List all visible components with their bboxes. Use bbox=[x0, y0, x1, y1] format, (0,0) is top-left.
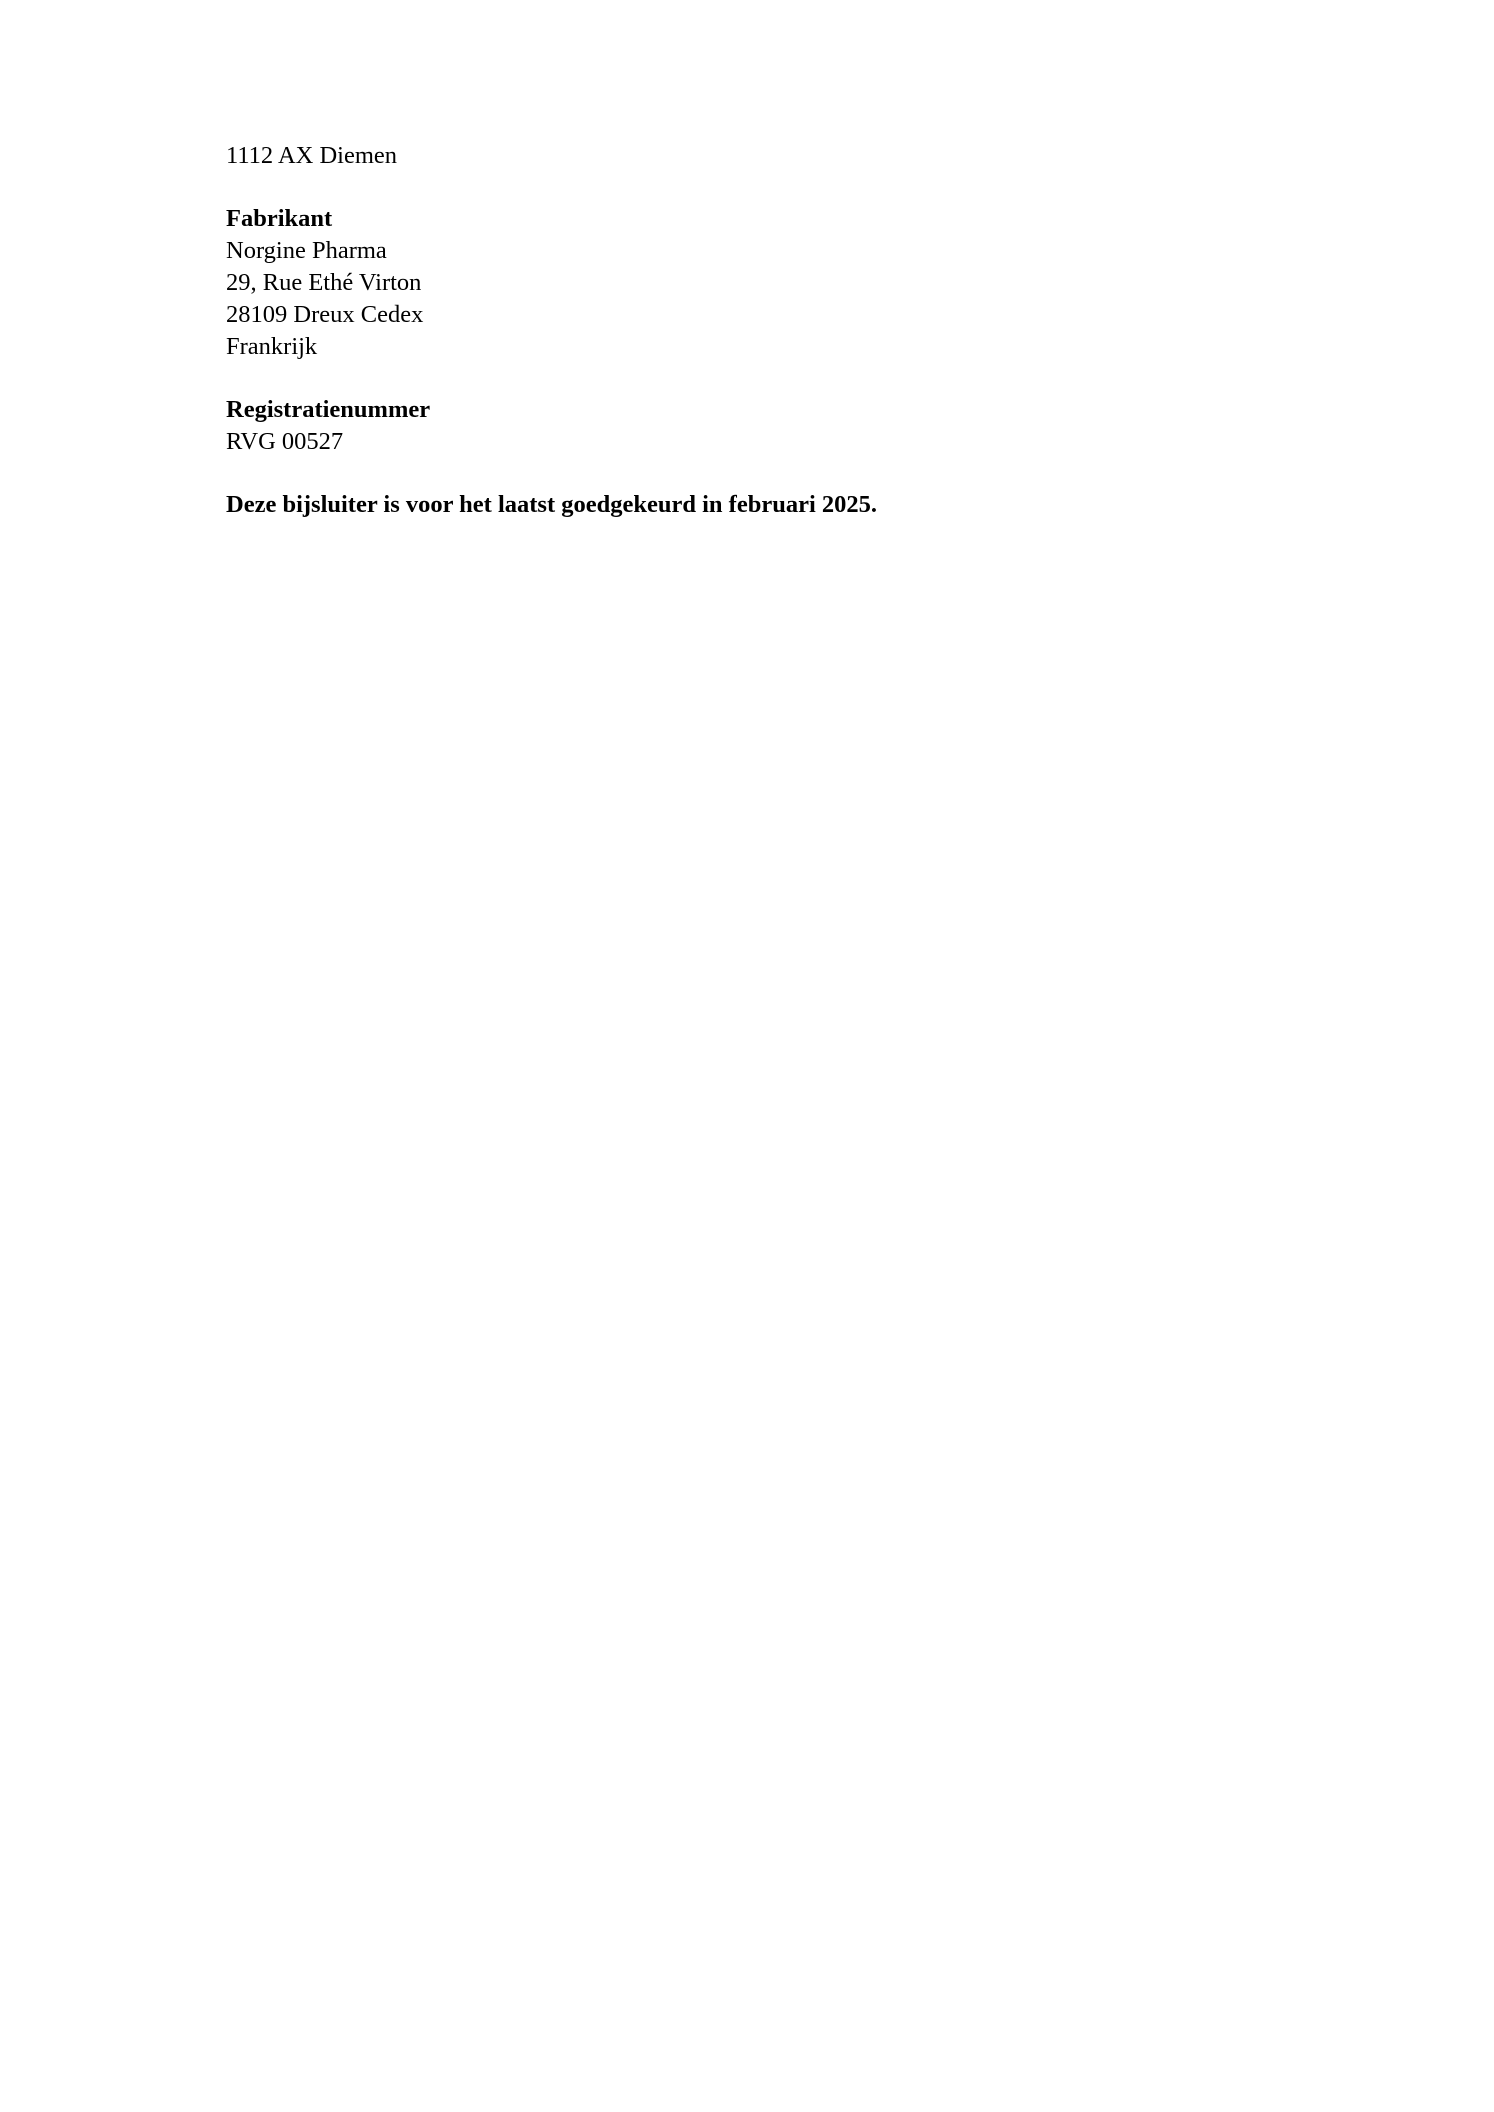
manufacturer-name: Norgine Pharma bbox=[226, 237, 387, 264]
spacer bbox=[226, 363, 1286, 394]
approval-note: Deze bijsluiter is voor het laatst goedgekeurd in februari 2025. bbox=[226, 491, 878, 518]
registration-number: RVG 00527 bbox=[226, 428, 344, 455]
manufacturer-country: Frankrijk bbox=[226, 333, 318, 360]
spacer bbox=[226, 458, 1286, 489]
manufacturer-postal-city: 28109 Dreux Cedex bbox=[226, 301, 424, 328]
registration-heading: Registratienummer bbox=[226, 396, 431, 423]
spacer bbox=[226, 172, 1286, 203]
document-content bbox=[226, 140, 1286, 521]
manufacturer-heading: Fabrikant bbox=[226, 205, 333, 232]
address-postal-city: 1112 AX Diemen bbox=[226, 142, 398, 169]
manufacturer-street: 29, Rue Ethé Virton bbox=[226, 269, 422, 296]
